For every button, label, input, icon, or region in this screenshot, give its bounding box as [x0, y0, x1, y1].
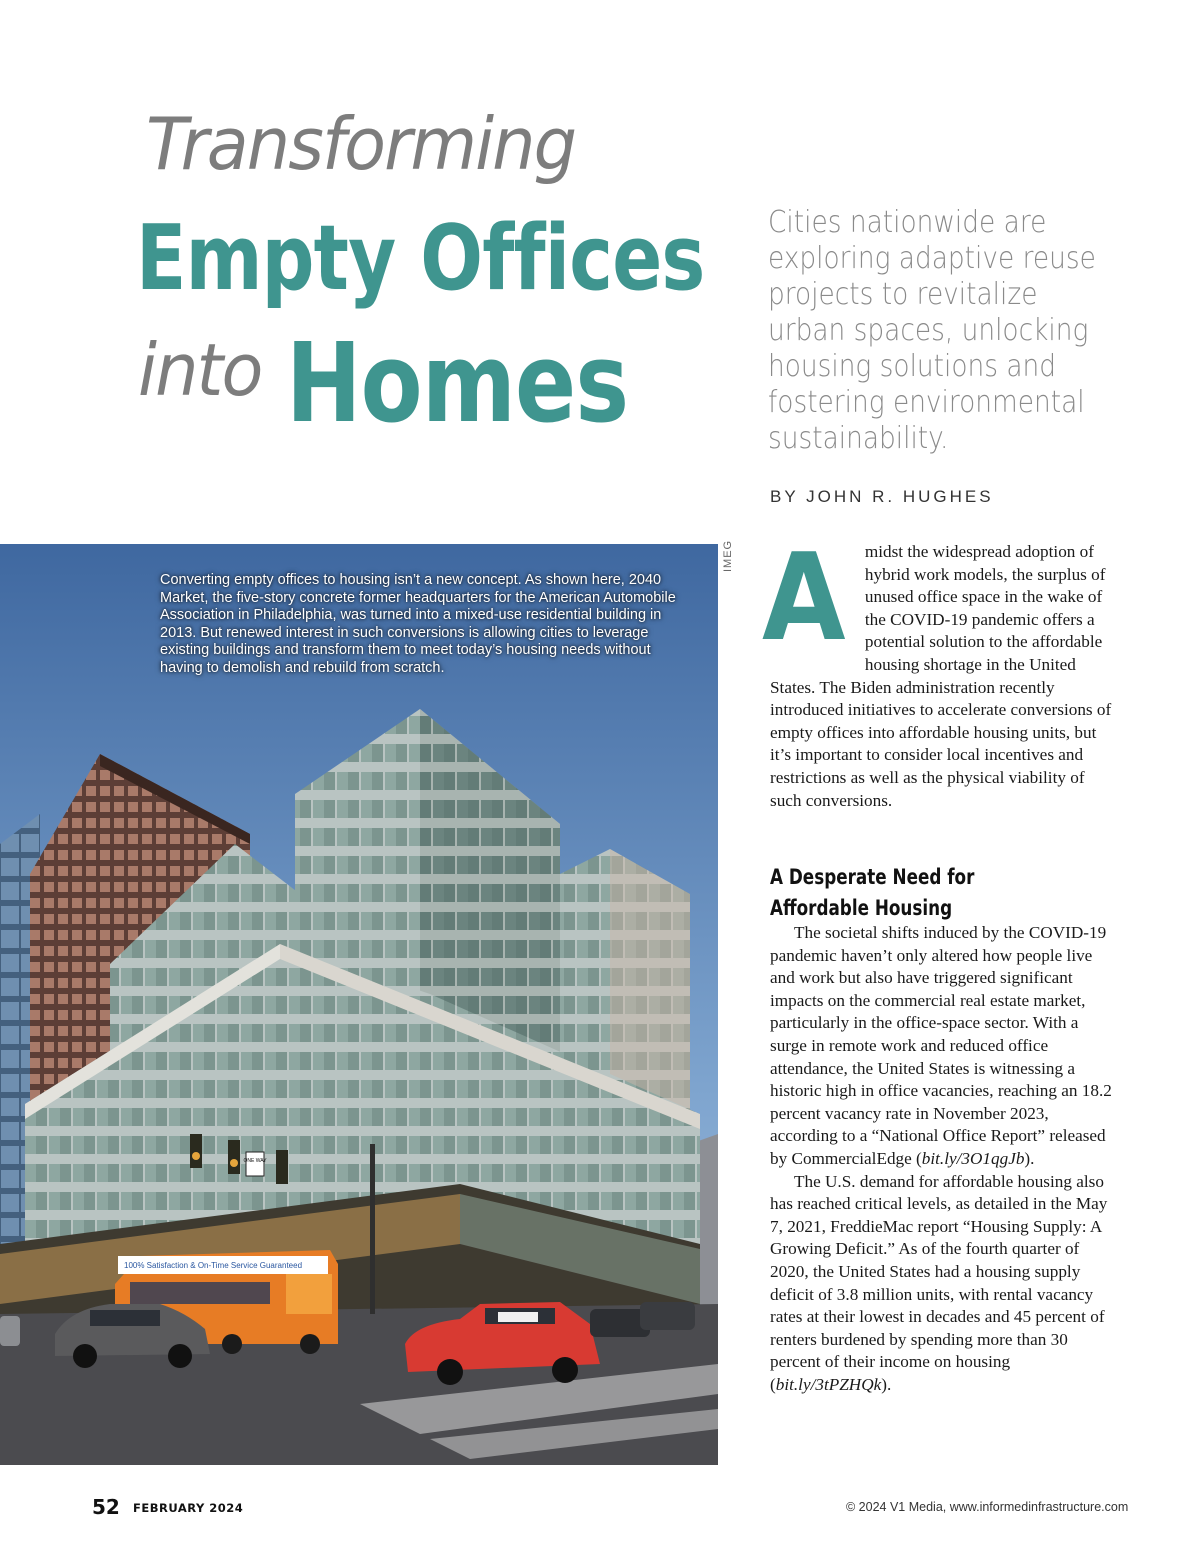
body-paragraph-2 — [770, 1171, 1115, 1397]
headline-line-transforming: Transforming — [146, 102, 576, 186]
page-number: 52 — [92, 1495, 120, 1519]
building-illustration — [0, 544, 718, 1465]
section-heading — [770, 862, 1010, 924]
paragraph-1-end: ). — [1024, 1148, 1035, 1168]
drop-cap: A — [762, 529, 846, 668]
copyright-notice: © 2024 V1 Media, www.informedinfrastructure.com — [846, 1500, 1129, 1514]
section-heading-line-1: A Desperate Need for — [770, 865, 975, 889]
article-photo — [0, 544, 718, 1465]
link-freddiemac[interactable]: bit.ly/3tPZHQk — [775, 1374, 882, 1394]
headline-word-into: into — [138, 328, 262, 412]
headline-word-homes: Homes — [286, 319, 629, 447]
link-commercialedge[interactable]: bit.ly/3O1qgJb — [921, 1148, 1025, 1168]
article-subtitle: Cities nationwide are exploring adaptive reuse projects to revitalize urban spaces, unlocking housing solutions and fostering environmental sustainability. — [768, 205, 1096, 456]
paragraph-2-end: ). — [881, 1374, 892, 1394]
one-way-sign: ONE WAY — [243, 1158, 267, 1164]
article-body — [770, 922, 1115, 1396]
article-intro — [762, 529, 1115, 812]
photo-credit: IMEG — [722, 539, 734, 572]
byline: BY JOHN R. HUGHES — [770, 487, 994, 506]
bus-banner: 100% Satisfaction & On-Time Service Guaranteed — [124, 1261, 303, 1270]
intro-paragraph: midst the widespread adoption of hybrid work models, the surplus of unused office space in the wake of the COVID-19 pandemic offers a potential solution to the affordable housing shortage in the United States. The Biden administration recently introduced initiatives to accelerate conversions of empty offices into affordable housing units, but it’s important to consider local incentives and restrictions as well as the physical viability of such conversions. — [770, 542, 1112, 810]
headline-line-empty-offices: Empty Offices — [136, 206, 705, 311]
paragraph-2-text: The U.S. demand for affordable housing also has reached critical levels, as detailed in the May 7, 2021, FreddieMac report “Housing Supply: A Growing Deficit.” As of the fourth quarter of 2020, the United States had a housing supply deficit of 3.8 million units, with rental vacancy rates at their lowest in decades and 45 percent of renters burdened by spending more than 30 percent of their income on housing ( — [770, 1171, 1108, 1394]
section-heading-line-2: Affordable Housing — [770, 896, 953, 920]
photo-caption: Converting empty offices to housing isn’t a new concept. As shown here, 2040 Market, the five-story concrete former headquarters for the American Automobile Association in Philadelphia, was turned into a mixed-use residential building in 2013. But renewed interest in such conversions is allowing cities to leverage existing buildings and transform them to meet today’s housing needs without having to demolish and rebuild from scratch. — [160, 572, 676, 676]
issue-date: FEBRUARY 2024 — [133, 1501, 244, 1515]
paragraph-1-text: The societal shifts induced by the COVID-19 pandemic haven’t only altered how people live and work but also have triggered significant impacts on the commercial real estate market, particularly in the office-space sector. With a surge in remote work and reduced office attendance, the United States is witnessing a historic high in office vacancies, reaching an 18.2 percent vacancy rate in November 2023, according to a “National Office Report” released by CommercialEdge ( — [770, 923, 1112, 1168]
body-paragraph-1 — [770, 922, 1115, 1171]
